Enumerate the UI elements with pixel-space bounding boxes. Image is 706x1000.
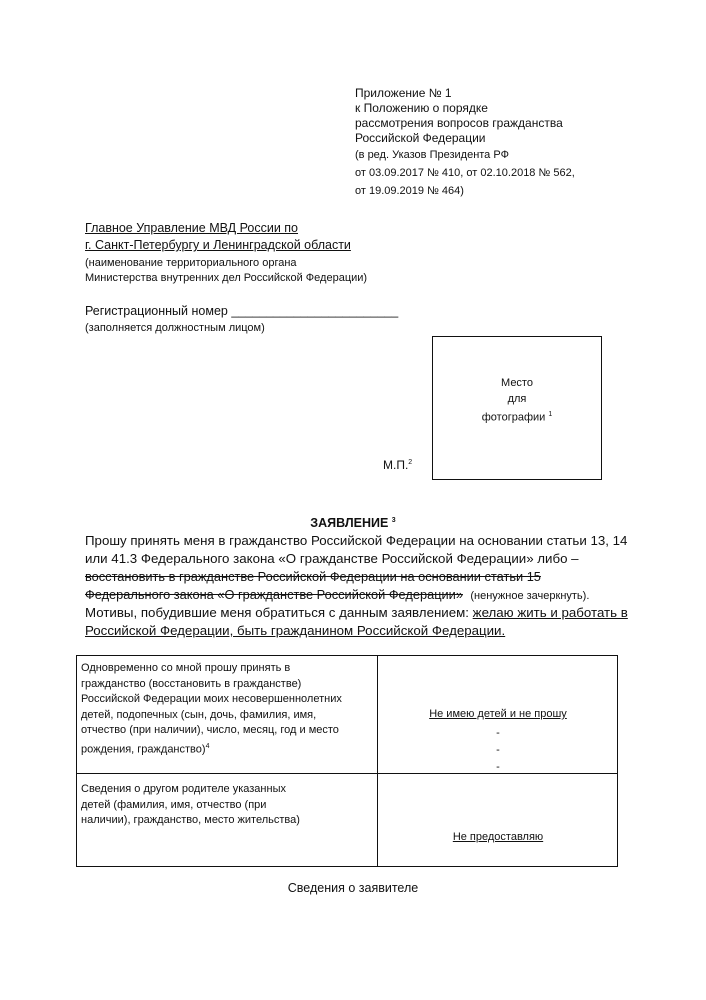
photo-label: Место — [501, 377, 533, 389]
label-line: рождения, гражданство) — [81, 743, 206, 756]
authority-region: г. Санкт-Петербургу и Ленинградской области — [85, 238, 351, 252]
row1-dash: - — [496, 727, 500, 739]
appendix-line: рассмотрения вопросов гражданства — [355, 116, 563, 130]
row2-value: Не предоставляю — [452, 831, 544, 843]
body-line-struck: восстановить в гражданстве Российской Федерации на основании статьи 15 — [85, 569, 541, 584]
appendix-line: от 19.09.2019 № 464) — [355, 185, 464, 197]
label-line: детей (фамилия, имя, отчество (при — [81, 798, 267, 811]
strike-note: (ненужное зачеркнуть). — [470, 590, 590, 602]
stamp-label: М.П. — [383, 458, 409, 472]
row-divider — [77, 773, 617, 774]
label-line: Российской Федерации моих несовершеннолетних — [81, 693, 342, 706]
section-title: Сведения о заявителе — [287, 881, 419, 895]
photo-label: для — [507, 393, 527, 405]
appendix-line: (в ред. Указов Президента РФ — [355, 149, 509, 161]
registration-number: Регистрационный номер ________________________ — [85, 304, 399, 318]
label-line: отчество (при наличии), число, месяц, год и место — [81, 724, 339, 737]
authority-name: Главное Управление МВД России по — [85, 221, 299, 235]
authority-note: Министерства внутренних дел Российской Федерации) — [85, 272, 368, 284]
appendix-line: Российской Федерации — [355, 131, 486, 145]
footnote-marker: 1 — [548, 411, 553, 418]
registration-note: (заполняется должностным лицом) — [85, 322, 265, 334]
footnote-marker: 2 — [408, 459, 413, 466]
footnote-marker: 3 — [391, 516, 396, 524]
children-table — [76, 655, 618, 867]
row2-label — [81, 782, 300, 829]
row1-value: Не имею детей и не прошу — [429, 708, 567, 720]
appendix-line: Приложение № 1 — [355, 86, 452, 100]
photo-placeholder — [432, 336, 602, 480]
authority-note: (наименование территориального органа — [85, 257, 297, 269]
appendix-line: к Положению о порядке — [355, 101, 488, 115]
struck-text: Федерального закона «О гражданстве Российской Федерации» — [85, 587, 463, 602]
label-line: Сведения о другом родителе указанных — [81, 783, 286, 795]
label-line: Одновременно со мной прошу принять в — [81, 662, 291, 674]
label-line: наличии), гражданство, место жительства) — [81, 814, 300, 827]
body-line — [85, 586, 589, 606]
title-text: ЗАЯВЛЕНИЕ — [310, 516, 389, 530]
body-line: Прошу принять меня в гражданство Российской Федерации на основании статьи 13, 14 — [85, 533, 628, 548]
row1-label — [81, 661, 342, 758]
body-line: или 41.3 Федерального закона «О гражданстве Российской Федерации» либо – — [85, 551, 579, 566]
row1-dash: - — [496, 744, 500, 756]
row1-dash: - — [496, 761, 500, 773]
label-line: гражданство (восстановить в гражданстве) — [81, 677, 302, 690]
appendix-line: от 03.09.2017 № 410, от 02.10.2018 № 562, — [355, 167, 575, 179]
footnote-marker: 4 — [205, 742, 210, 750]
motives-value: желаю жить и работать в — [472, 605, 628, 620]
motives-value: Российской Федерации, быть гражданином Российской Федерации. — [85, 623, 506, 638]
label-line: детей, подопечных (сын, дочь, фамилия, имя, — [81, 708, 317, 721]
motives-label: Мотивы, побудившие меня обратиться с данным заявлением: — [85, 605, 469, 620]
motives-line — [85, 604, 628, 623]
document-title — [0, 516, 706, 530]
photo-label: фотографии — [481, 411, 546, 424]
stamp-place — [383, 458, 412, 472]
